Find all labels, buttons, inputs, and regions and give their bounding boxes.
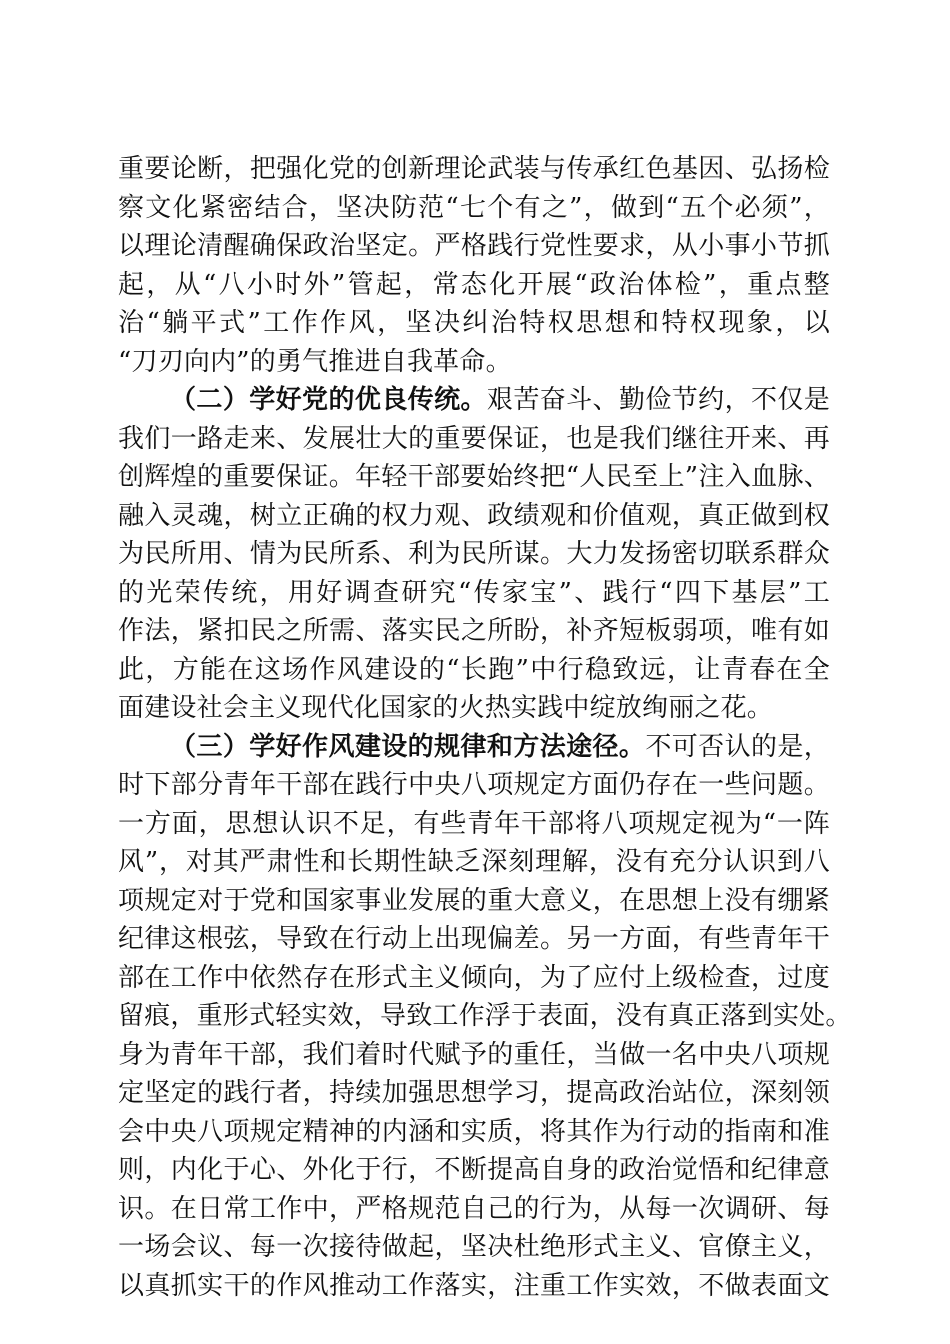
text-line: 一方面，思想认识不足，有些青年干部将八项规定视为“一阵 (118, 808, 830, 839)
section-heading: （二）学好党的优良传统。 (170, 385, 487, 415)
text-line: 治“躺平式”工作作风，坚决纠治特权思想和特权现象，以 (118, 308, 830, 338)
text-line: 会中央八项规定精神的内涵和实质，将其作为行动的指南和准 (118, 1116, 830, 1147)
text-line: 风”，对其严肃性和长期性缺乏深刻理解，没有充分认识到八 (118, 847, 830, 877)
text-run: 艰苦奋斗、勤俭节约，不仅是 (486, 385, 830, 415)
text-line: 创辉煌的重要保证。年轻干部要始终把“人民至上”注入血脉、 (118, 462, 830, 492)
text-line: 察文化紧密结合，坚决防范“七个有之”，做到“五个必须”， (118, 192, 830, 223)
text-line: 识。在日常工作中，严格规范自己的行为，从每一次调研、每 (118, 1193, 830, 1224)
text-line: 项规定对于党和国家事业发展的重大意义，在思想上没有绷紧 (118, 885, 830, 916)
text-line: 此，方能在这场作风建设的“长跑”中行稳致远，让青春在全 (118, 654, 830, 685)
text-line: 重要论断，把强化党的创新理论武装与传承红色基因、弘扬检 (118, 154, 830, 184)
text-line: 一场会议、每一次接待做起，坚决杜绝形式主义、官僚主义， (118, 1232, 830, 1262)
text-line: 时下部分青年干部在践行中央八项规定方面仍存在一些问题。 (118, 770, 830, 800)
text-run: 不可否认的是， (645, 731, 830, 762)
section-heading-line (118, 381, 830, 420)
text-line: 融入灵魂，树立正确的权力观、政绩观和价值观，真正做到权 (118, 500, 830, 531)
text-line: 为民所用、情为民所系、利为民所谋。大力发扬密切联系群众 (118, 539, 830, 569)
text-line: 纪律这根弦，导致在行动上出现偏差。另一方面，有些青年干 (118, 924, 830, 954)
text-line: “刀刃向内”的勇气推进自我革命。 (118, 346, 512, 377)
text-line: 定坚定的践行者，持续加强思想学习，提高政治站位，深刻领 (118, 1078, 830, 1108)
text-line: 以真抓实干的作风推动工作落实，注重工作实效，不做表面文 (118, 1270, 830, 1301)
section-heading-line (118, 728, 830, 767)
text-line: 身为青年干部，我们着时代赋予的重任，当做一名中央八项规 (118, 1039, 830, 1070)
text-line: 的光荣传统，用好调查研究“传家宝”、践行“四下基层”工 (118, 577, 830, 608)
text-line: 留痕，重形式轻实效，导致工作浮于表面，没有真正落到实处。 (118, 1001, 852, 1031)
text-line: 起，从“八小时外”管起，常态化开展“政治体检”，重点整 (118, 269, 830, 300)
document-body (118, 150, 852, 1305)
text-line: 则，内化于心、外化于行，不断提高自身的政治觉悟和纪律意 (118, 1155, 830, 1185)
section-heading: （三）学好作风建设的规律和方法途径。 (170, 731, 646, 762)
text-line: 部在工作中依然存在形式主义倾向，为了应付上级检查，过度 (118, 962, 830, 993)
text-line: 以理论清醒确保政治坚定。严格践行党性要求，从小事小节抓 (118, 231, 830, 261)
text-line: 我们一路走来、发展壮大的重要保证，也是我们继往开来、再 (118, 423, 830, 454)
text-line: 作法，紧扣民之所需、落实民之所盼，补齐短板弱项，唯有如 (118, 616, 830, 646)
text-line: 面建设社会主义现代化国家的火热实践中绽放绚丽之花。 (118, 693, 774, 723)
